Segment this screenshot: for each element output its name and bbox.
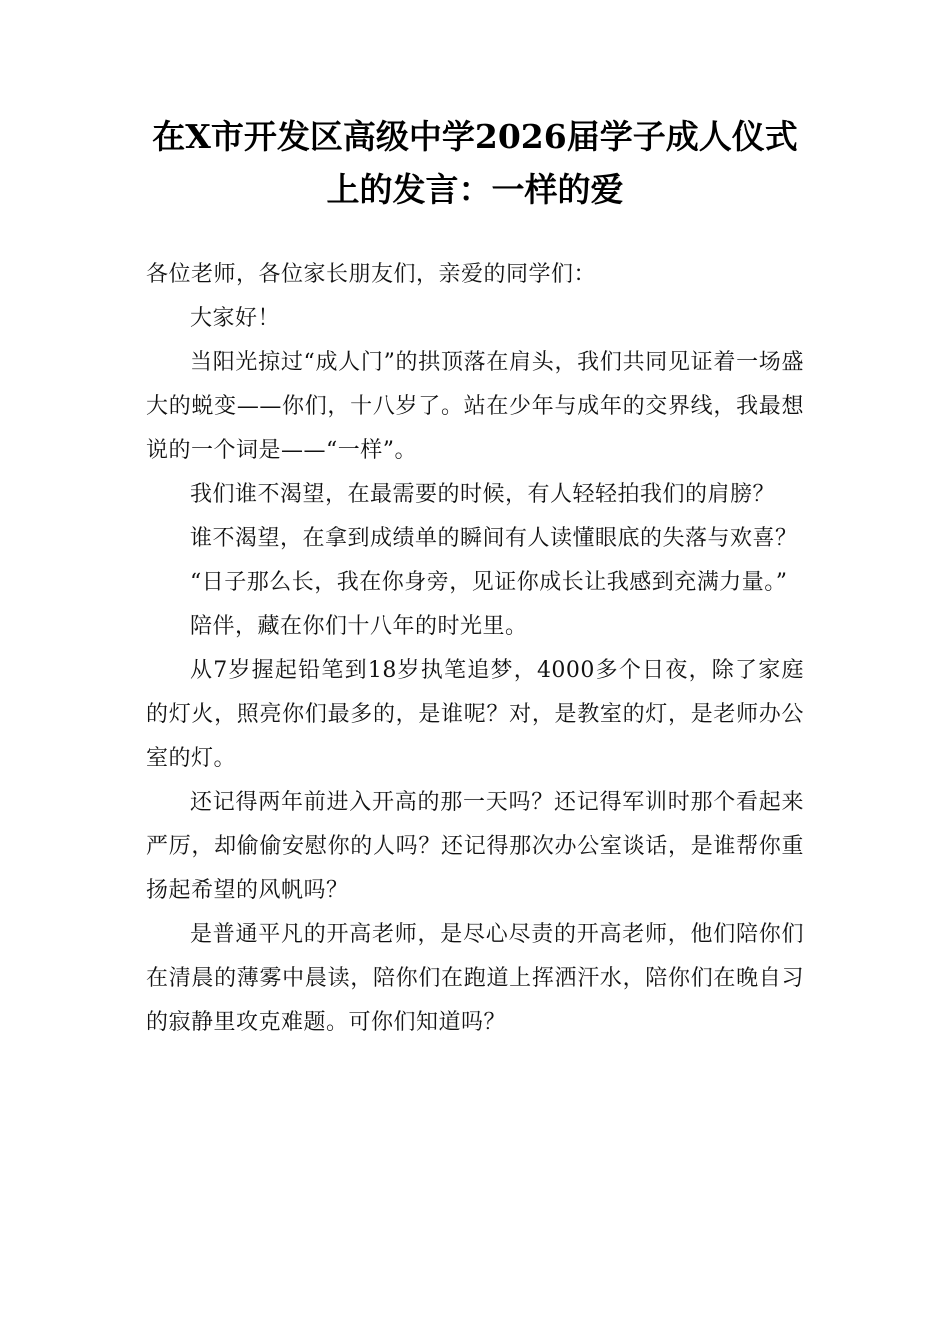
salutation: 各位老师，各位家长朋友们，亲爱的同学们： <box>146 262 597 287</box>
paragraph: 我们谁不渴望，在最需要的时候，有人轻轻拍我们的肩膀？ <box>190 482 776 507</box>
paragraph-greeting: 大家好！ <box>190 306 281 331</box>
paragraph: 当阳光掠过“成人门”的拱顶落在肩头，我们共同见证着一场盛大的蜕变——你们，十八岁了。站在少年与成年的交界线，我最想说的一个词是——“一样”。 <box>146 350 804 463</box>
paragraph: 还记得两年前进入开高的那一天吗？还记得军训时那个看起来严厉，却偷偷安慰你的人吗？还记得那次办公室谈话，是谁帮你重扬起希望的风帆吗？ <box>146 790 804 903</box>
paragraph-quote: “日子那么长，我在你身旁，见证你成长让我感到充满力量。” <box>190 570 788 595</box>
paragraph: 陪伴，藏在你们十八年的时光里。 <box>190 614 528 639</box>
paragraph: 是普通平凡的开高老师，是尽心尽责的开高老师，他们陪你们在清晨的薄雾中晨读，陪你们在跑道上挥洒汗水，陪你们在晚自习的寂静里攻克难题。可你们知道吗？ <box>146 922 804 1035</box>
paragraph: 谁不渴望，在拿到成绩单的瞬间有人读懂眼底的失落与欢喜？ <box>190 526 798 551</box>
document-body <box>146 253 804 1045</box>
paragraph: 从7岁握起铅笔到18岁执笔追梦，4000多个日夜，除了家庭的灯火，照亮你们最多的，是谁呢？对，是教室的灯，是老师办公室的灯。 <box>146 658 804 771</box>
document-title: 在X市开发区高级中学2026届学子成人仪式上的发言：一样的爱 <box>152 117 798 209</box>
